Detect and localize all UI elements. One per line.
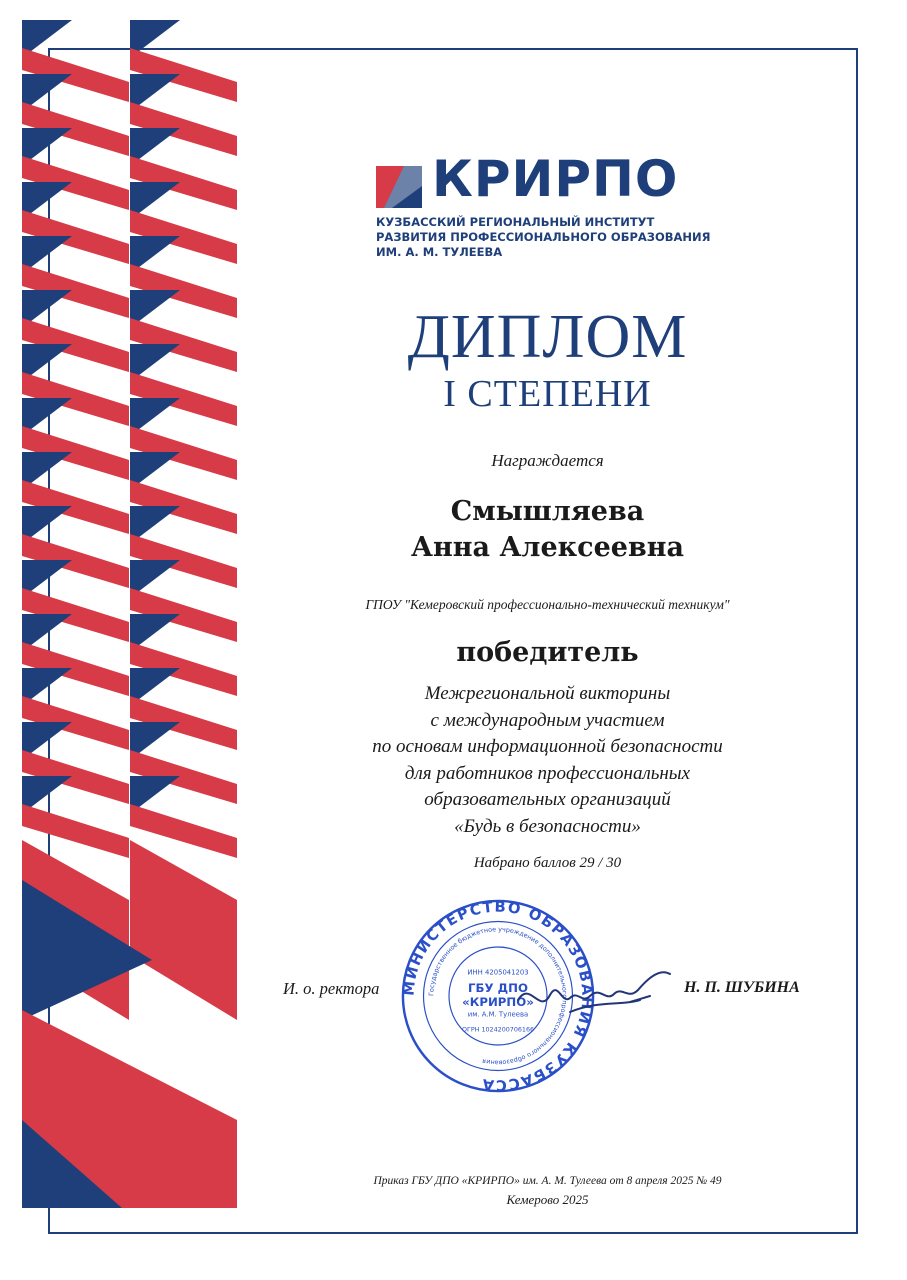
city-year: Кемерово 2025 <box>506 1192 589 1207</box>
awarded-label: Награждается <box>491 451 604 470</box>
award-status: победитель <box>456 637 639 668</box>
stamp-center-line2: «КРИРПО» <box>462 994 534 1009</box>
description-line: «Будь в безопасности» <box>454 815 641 837</box>
stamp-inn: ИНН 4205041203 <box>467 968 529 977</box>
logo-subtitle-line: КУЗБАССКИЙ РЕГИОНАЛЬНЫЙ ИНСТИТУТ <box>376 215 655 229</box>
description-line: для работников профессиональных <box>404 762 691 784</box>
logo-subtitle <box>376 215 711 260</box>
diploma-title: ДИПЛОМ <box>407 303 688 371</box>
recipient-name <box>237 494 858 566</box>
stamp-ogrn: ОГРН 1024200706166 <box>461 1025 535 1034</box>
diploma-degree: I СТЕПЕНИ <box>443 373 652 415</box>
stamp-center-line3: им. А.М. Тулеева <box>467 1010 529 1019</box>
decorative-stripe-pattern <box>22 20 237 1208</box>
stamp-center-line1: ГБУ ДПО <box>468 981 528 996</box>
stamp-outer-text: МИНИСТЕРСТВО ОБРАЗОВАНИЯ КУЗБАССА <box>400 898 596 1094</box>
description-line: по основам информационной безопасности <box>372 736 723 757</box>
logo-subtitle-line: РАЗВИТИЯ ПРОФЕССИОНАЛЬНОГО ОБРАЗОВАНИЯ <box>376 230 711 244</box>
logo-subtitle-line: ИМ. А. М. ТУЛЕЕВА <box>376 245 503 259</box>
signatory-position: И. о. ректора <box>283 979 380 998</box>
signatory-name: Н. П. ШУБИНА <box>684 979 800 996</box>
pattern-stripe-red <box>130 840 237 1020</box>
stamp-inner-text: Государственное бюджетное учреждение дополнительного профессионального образования <box>427 925 569 1067</box>
recipient-given-names: Анна Алексеевна <box>411 532 684 563</box>
order-reference: Приказ ГБУ ДПО «КРИРПО» им. А. М. Тулеева от 8 апреля 2025 № 49 <box>373 1175 722 1187</box>
score-text: Набрано баллов 29 / 30 <box>473 855 622 871</box>
description-line: с международным участием <box>430 709 665 731</box>
description-line: образовательных организаций <box>424 789 671 810</box>
description-line: Межрегиональной викторины <box>424 683 671 704</box>
recipient-organization: ГПОУ "Кемеровский профессионально-технический техникум" <box>365 597 730 612</box>
logo-name: КРИРПО <box>432 150 679 208</box>
handwritten-signature-icon <box>510 960 680 1020</box>
recipient-surname: Смышляева <box>450 496 645 527</box>
competition-description <box>237 681 858 840</box>
